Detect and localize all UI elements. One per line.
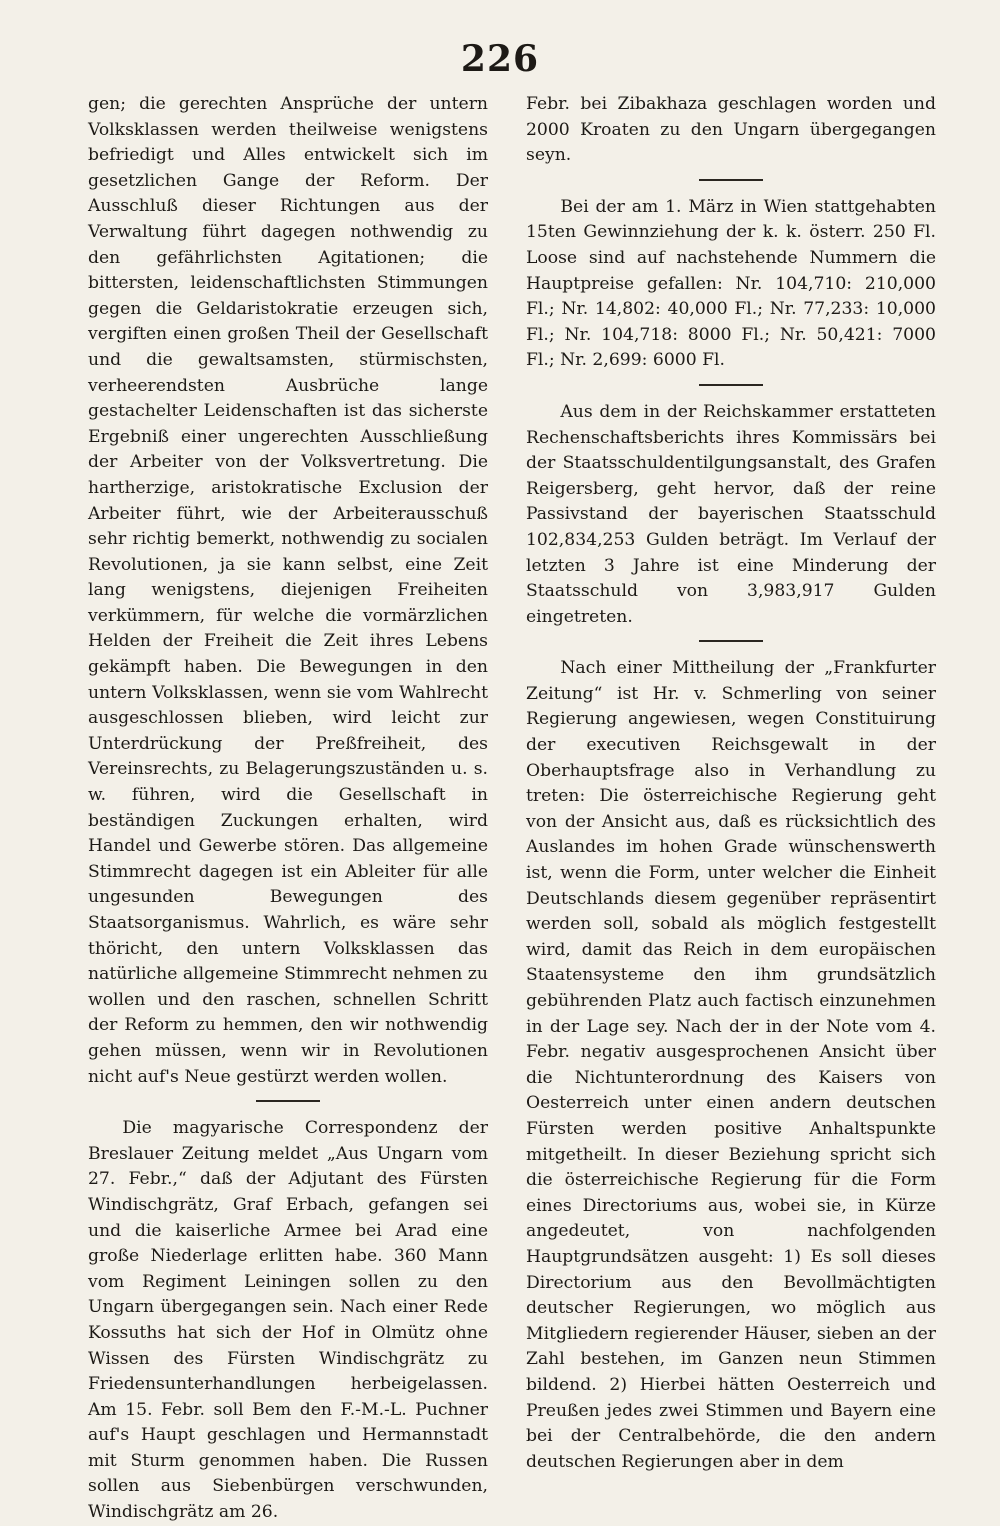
article-directory-proposal: Nach einer Mittheilung der „Frankfurter Zeitung“ ist Hr. v. Schmerling von seiner Regierung angewiesen, wegen Constituirung der executiven Reichsgewalt in der Oberhauptsfrage also in Verhandlung zu treten: Die österreichische Regierung geht von der Ansicht aus, daß es rücksichtlich des Auslandes im hohen Grade wünschenswerth ist, wenn die Form, unter welcher die Einheit Deutschlands diesem gegenüber repräsentirt werden soll, sobald als möglich festgestellt wird, damit das Reich in dem europäischen Staatensysteme den ihm grundsätzlich gebührenden Platz auch factisch einzunehmen in der Lage sey. Nach der in der Note vom 4. Febr. negativ ausgesprochenen Ansicht über die Nichtunterordnung des Kaisers von Oesterreich unter einen andern deutschen Fürsten werden positive Anhaltspunkte mitgetheilt. In dieser Beziehung spricht sich die österreichische Regierung für die Form eines Directoriums aus, wobei sie, in Kürze angedeutet, von nachfolgenden Hauptgrundsätzen ausgeht: 1) Es soll dieses Directorium aus den Bevollmächtigten deutscher Regierungen, wo möglich aus Mitgliedern regierender Häuser, sieben an der Zahl bestehen, im Ganzen neun Stimmen bildend. 2) Hierbei hätten Oesterreich und Preußen jedes zwei Stimmen und Bayern eine bei der Centralbehörde, die den andern deutschen Regierungen aber in dem (526, 658, 936, 1472)
section-divider (256, 1100, 320, 1102)
left-column (88, 92, 488, 1526)
section-divider (699, 179, 763, 181)
right-column (526, 92, 936, 1475)
section-divider (699, 384, 763, 386)
page-number: 226 (460, 38, 540, 80)
section-divider (699, 640, 763, 642)
article-state-debt: Aus dem in der Reichskammer erstatteten Rechenschaftsberichts ihres Kommissärs bei der Staatsschuldentilgungsanstalt, des Grafen Reigersberg, geht hervor, daß der reine Passivstand der bayerischen Staatsschuld 102,834,253 Gulden beträgt. Im Verlauf der letzten 3 Jahre ist eine Minderung der Staatsschuld von 3,983,917 Gulden eingetreten. (526, 401, 936, 627)
article-hungary-continuation: Febr. bei Zibakhaza geschlagen worden und 2000 Kroaten zu den Ungarn übergegangen seyn. (526, 94, 936, 166)
article-continuation: gen; die gerechten Ansprüche der untern Volksklassen werden theilweise wenigstens befriedigt und Alles entwickelt sich im gesetzlichen Gange der Reform. Der Ausschluß dieser Richtungen aus der Verwaltung führt dagegen nothwendig zu den gefährlichsten Agitationen; die bittersten, leidenschaftlichsten Stimmungen gegen die Geldaristokratie erzeugen sich, vergiften einen großen Theil der Gesellschaft und die gewaltsamsten, stürmischsten, verheerendsten Ausbrüche lange gestachelter Leidenschaften ist das sicherste Ergebniß einer ungerechten Ausschließung der Arbeiter von der Volksvertretung. Die hartherzige, aristokratische Exclusion der Arbeiter führt, wie der Arbeiterausschuß sehr richtig bemerkt, nothwendig zu socialen Revolutionen, ja sie kann selbst, eine Zeit lang wenigstens, diejenigen Freiheiten verkümmern, für welche die vormärzlichen Helden der Freiheit die Zeit ihres Lebens gekämpft haben. Die Bewegungen in den untern Volksklassen, wenn sie vom Wahlrecht ausgeschlossen blieben, wird leicht zur Unterdrückung der Preßfreiheit, des Vereinsrechts, zu Belagerungszuständen u. s. w. führen, wird die Gesellschaft in beständigen Zuckungen erhalten, wird Handel und Gewerbe stören. Das allgemeine Stimmrecht dagegen ist ein Ableiter für alle ungesunden Bewegungen des Staatsorganismus. Wahrlich, es wäre sehr thöricht, den untern Volksklassen das natürliche allgemeine Stimmrecht nehmen zu wollen und den raschen, schnellen Schritt der Reform zu hemmen, den wir nothwendig gehen müssen, wenn wir in Revolutionen nicht auf's Neue gestürzt werden wollen. (88, 94, 488, 1087)
article-hungary-report: Die magyarische Correspondenz der Breslauer Zeitung meldet „Aus Ungarn vom 27. Febr.,“ daß der Adjutant des Fürsten Windischgrätz, Graf Erbach, gefangen sei und die kaiserliche Armee bei Arad eine große Niederlage erlitten habe. 360 Mann vom Regiment Leiningen sollen zu den Ungarn übergegangen sein. Nach einer Rede Kossuths hat sich der Hof in Olmütz ohne Wissen des Fürsten Windischgrätz zu Friedensunterhandlungen herbeigelassen. Am 15. Febr. soll Bem den F.-M.-L. Puchner auf's Haupt geschlagen und Hermannstadt mit Sturm genommen haben. Die Russen sollen aus Siebenbürgen verschwunden, Windischgrätz am 26. (88, 1118, 488, 1523)
article-lottery-results: Bei der am 1. März in Wien stattgehabten 15ten Gewinnziehung der k. k. österr. 250 Fl. Loose sind auf nachstehende Nummern die Hauptpreise gefallen: Nr. 104,710: 210,000 Fl.; Nr. 14,802: 40,000 Fl.; Nr. 77,233: 10,000 Fl.; Nr. 104,718: 8000 Fl.; Nr. 50,421: 7000 Fl.; Nr. 2,699: 6000 Fl. (526, 196, 936, 371)
